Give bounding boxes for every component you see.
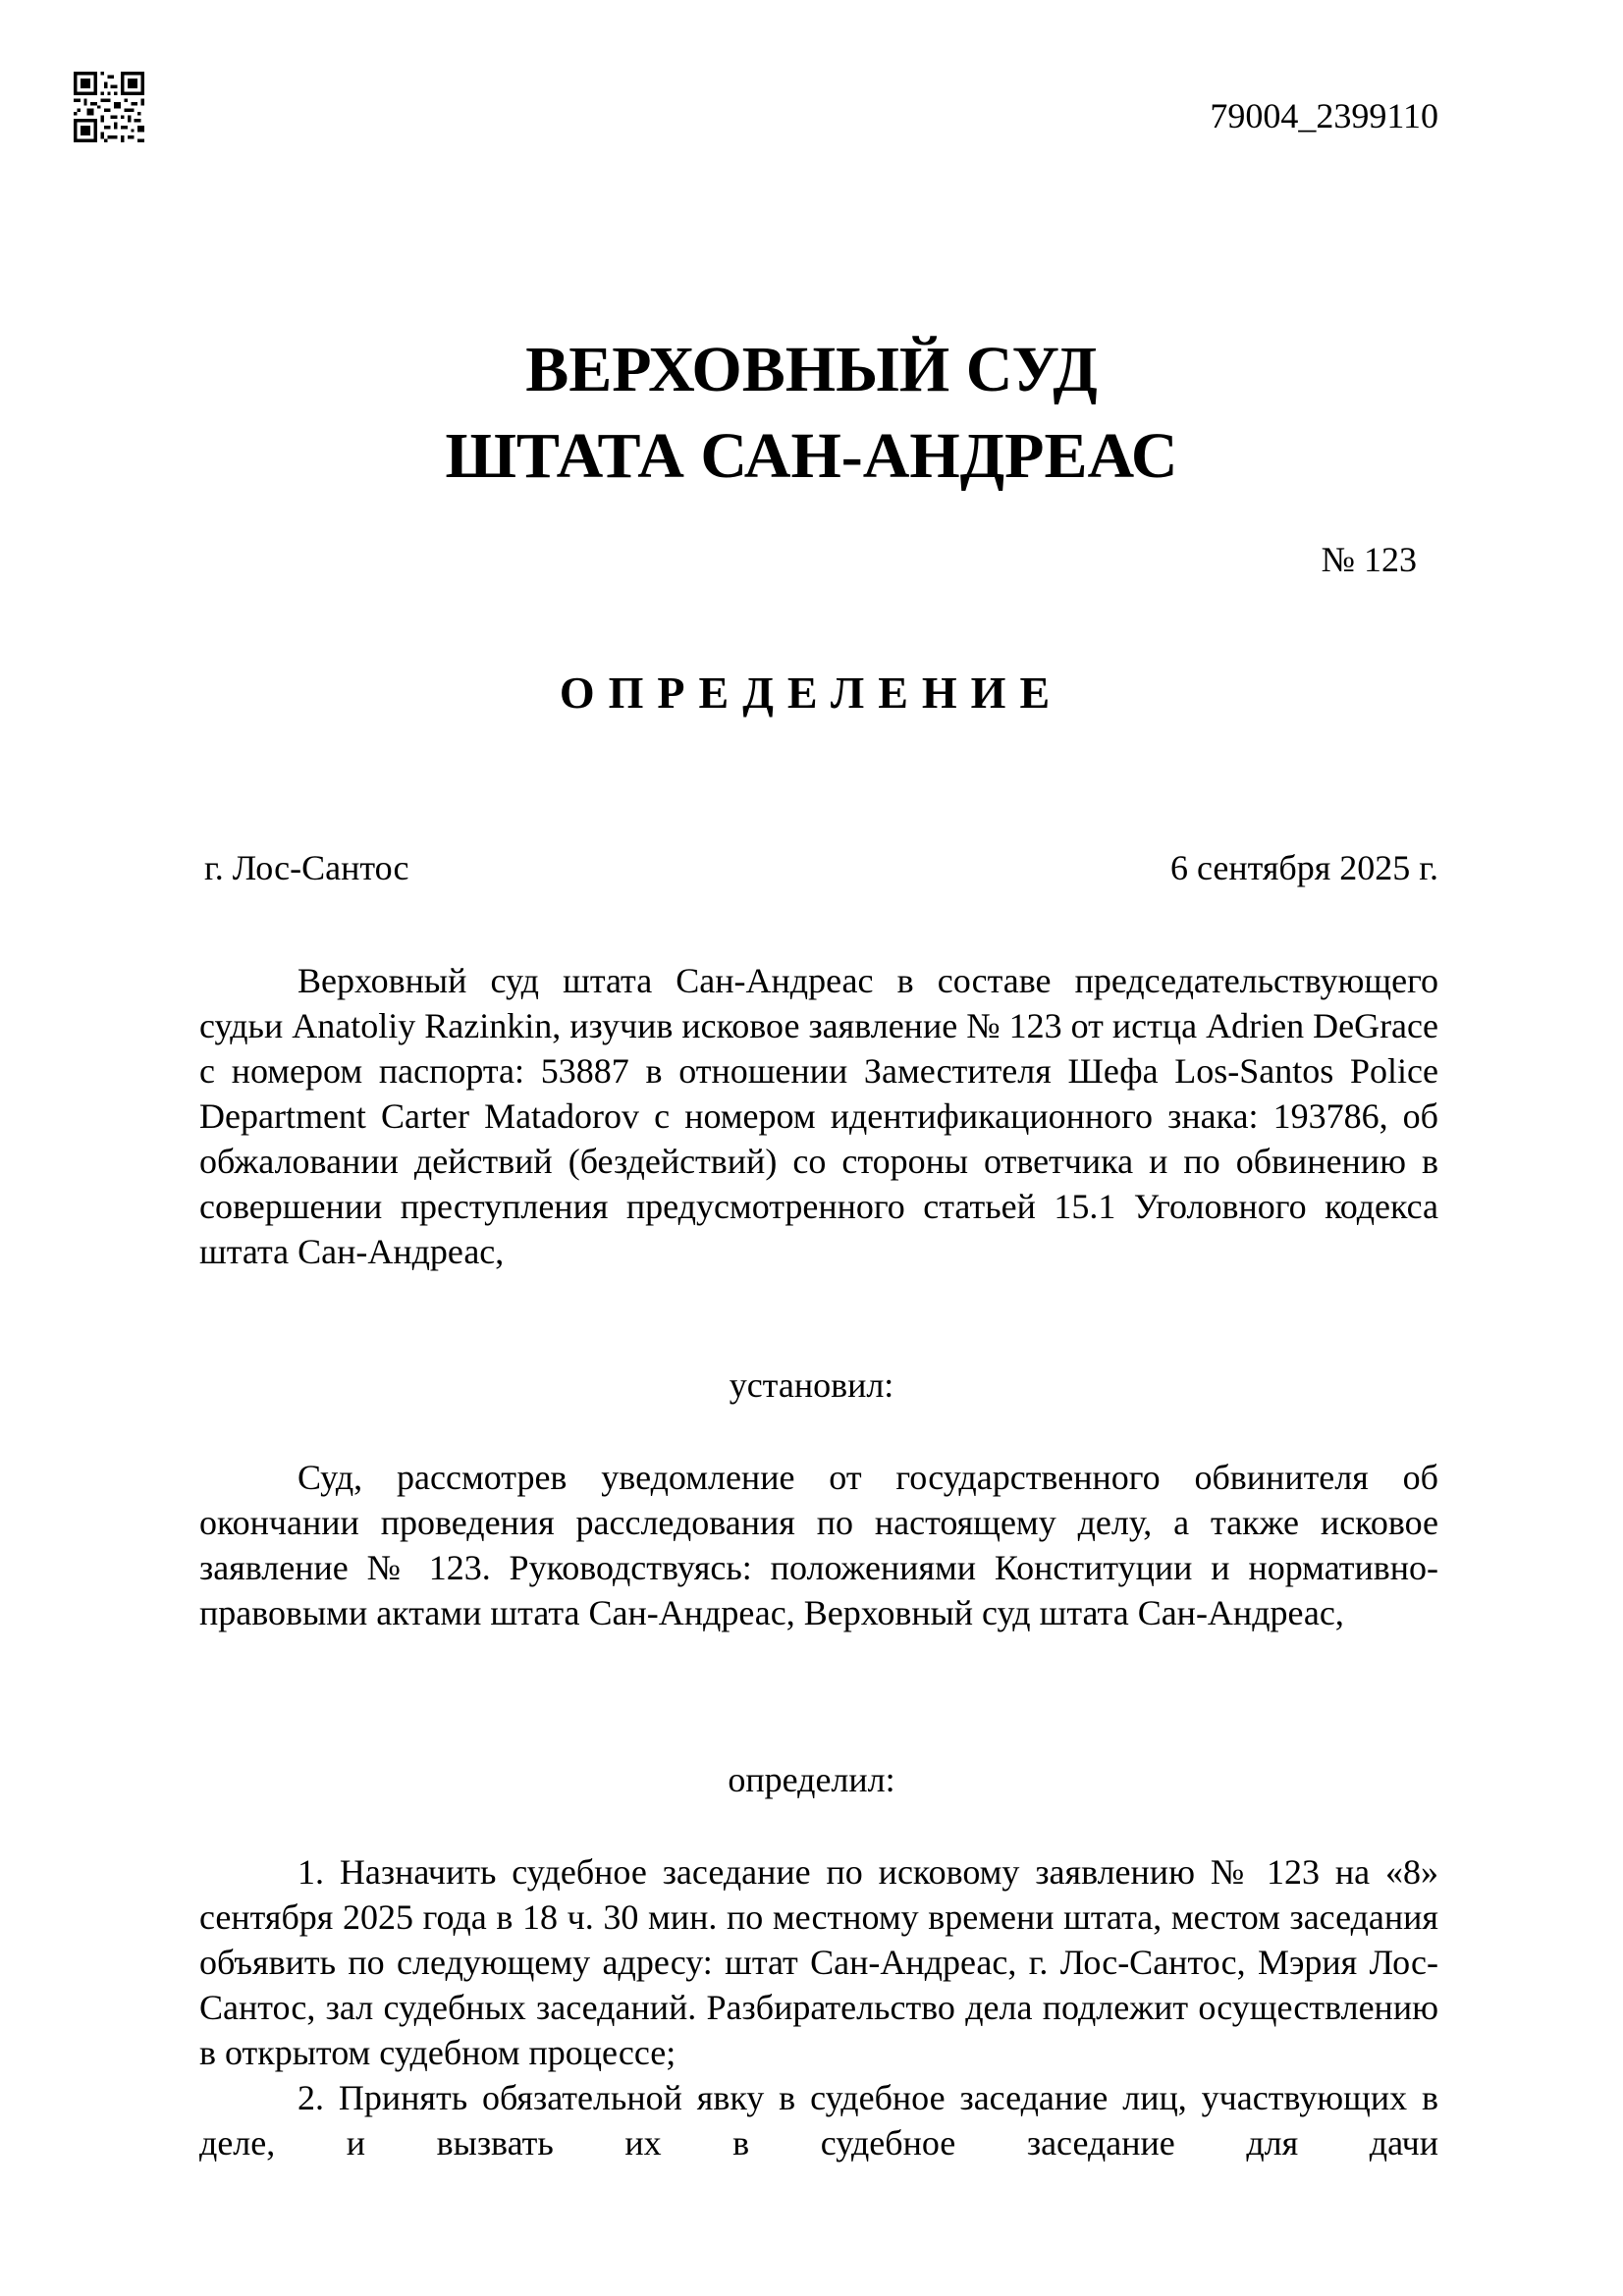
determination-list <box>199 1849 1438 2165</box>
determined-label: определил: <box>728 1760 895 1799</box>
court-title <box>0 327 1623 500</box>
place-of-issue: г. Лос-Сантос <box>204 848 409 887</box>
document-type-heading: ОПРЕДЕЛЕНИЕ <box>559 667 1064 718</box>
list-item: 1. Назначить судебное заседание по исковому заявлению № 123 на «8» сентября 2025 года в 18 ч. 30 мин. по местному времени штата, местом заседания объявить по следующему адресу: штат Сан-Андреас, г. Лос-Сантос, Мэрия Лос-Сантос, зал судебных заседаний. Разбирательство дела подлежит осуществлению в открытом судебном процессе; <box>199 1852 1438 2072</box>
court-title-line2: ШТАТА САН-АНДРЕАС <box>445 420 1178 492</box>
document-id: 79004_2399110 <box>1210 96 1438 135</box>
court-title-line1: ВЕРХОВНЫЙ СУД <box>525 334 1098 405</box>
list-item: 2. Принять обязательной явку в судебное заседание лиц, участвующих в деле, и вызвать их в судебное заседание для дачи <box>199 2078 1438 2163</box>
intro-paragraph: Верховный суд штата Сан-Андреас в составе председательствующего судьи Anatoliy Razinkin, изучив исковое заявление № 123 от истца Adrien DeGrace с номером паспорта: 53887 в отношении Заместителя Шефа Los-Santos Police Department Carter Matadorov с номером идентификационного знака: 193786, об обжаловании действий (бездействий) со стороны ответчика и по обвинению в совершении преступления предусмотренного статьей 15.1 Уголовного кодекса штата Сан-Андреас, <box>199 961 1438 1271</box>
qr-code-icon <box>74 72 144 142</box>
case-number: № 123 <box>1321 540 1417 579</box>
issue-date: 6 сентября 2025 г. <box>1169 848 1438 887</box>
established-paragraph: Суд, рассмотрев уведомление от государственного обвинителя об окончании проведения расследования по настоящему делу, а также исковое заявление № 123. Руководствуясь: положениями Конституции и нормативно-правовыми актами штата Сан-Андреас, Верховный суд штата Сан-Андреас, <box>199 1458 1438 1632</box>
established-label: установил: <box>729 1365 894 1405</box>
